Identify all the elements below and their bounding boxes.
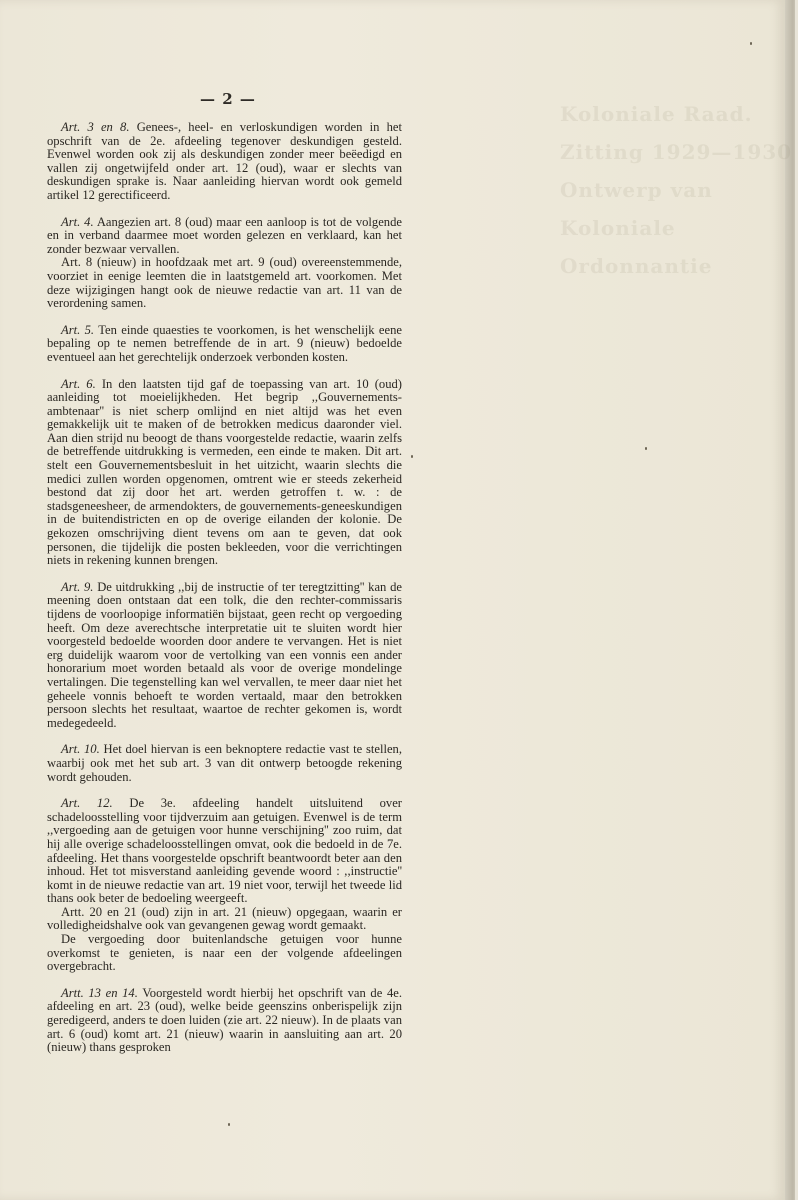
ghost-line: Koloniale Raad. <box>560 102 753 126</box>
paragraph-text: Het doel hiervan is een beknoptere redactie vast te stellen, waarbij ook met het sub art. 3 van dit ontwerp betoogde rekening wordt gehouden. <box>47 742 402 784</box>
paragraph-art-5 <box>47 324 402 365</box>
ghost-line: Ontwerp van Koloniale <box>560 178 713 240</box>
paragraph-text: In den laatsten tijd gaf de toepassing van art. 10 (oud) aanleiding tot moeielijkheden. Het begrip ,,Gouvernements-ambtenaar'' is niet scherp omlijnd en niet altijd was het even gemakkelijk uit te maken of de betrokken medicus daaronder viel. Aan dien strijd nu beoogt de thans voorgestelde redactie, waarin zelfs de betreffende uitdrukking is vermeden, een einde te maken. Dit art. stelt een Gouvernementsbesluit in het uitzicht, waarin slechts die medici zullen worden opgenomen, omtrent wie er steeds zekerheid bestond dat zij door het art. werden getroffen t. w. : de stadsgeneesheer, de armendokters, de gouvernements-geneeskundigen in de buitendistricten en op de overige eilanden der kolonie. De gekozen omschrijving dient tevens om aan te geven, dat ook personen, die tijdelijk die posten bekleeden, voor die verrichtingen niets in rekening kunnen brengen. <box>47 376 402 568</box>
paragraph-text: Genees-, heel- en verloskundigen worden in het opschrift van de 2e. afdeeling tegenover deskundigen gesteld. Evenwel worden ook zij als deskundigen zonder meer beëedigd en vallen zij ongetwijfeld onder art. 12 (oud), waar er slechts van deskundigen sprake is. Naar aanleiding hiervan wordt ook gemeld artikel 12 gerectificeerd. <box>47 120 402 202</box>
paragraph-text: De uitdrukking ,,bij de instructie of ter teregtzitting'' kan de meening doen ontstaan dat een tolk, die den rechter-commissaris tijdens de voorloopige informatiën bijstaat, geen recht op vergoeding heeft. Om deze averechtsche interpretatie uit te sluiten wordt hier voorgesteld bedoelde woorden door andere te vervangen. Het is niet erg duidelijk waarom voor de vertolking van een vonnis een ander honorarium moet worden betaald als voor de overige mondelinge vertalingen. Die tegenstelling kan wel vervallen, te meer daar niet het geheele vonnis behoeft te worden vertaald, maar den betrokken persoon slechts het resultaat, waartoe de rechter gekomen is, wordt medegedeeld. <box>47 579 402 730</box>
paragraph-art-6 <box>47 378 402 568</box>
paper-speck <box>228 1123 230 1126</box>
ghost-line: Zitting 1929—1930 <box>560 140 793 164</box>
paper-speck <box>750 42 752 45</box>
paper-speck <box>411 455 413 458</box>
paragraph-text: De 3e. afdeeling handelt uitsluitend over schadeloosstelling voor tijdverzuim aan getuigen. Evenwel is de term ,,vergoeding aan de getuigen voor hunne verschijning'' zoo ruim, dat hij alle overige schadeloosstellingen omvat, ook die bedoeld in de 7e. afdeeling. Het thans voorgestelde opschrift beantwoordt beter aan den inhoud. Het tot misverstand aanleiding gevende woord : ,,instructie'' komt in de nieuwe redactie van art. 19 niet voor, terwijl het tweede lid thans ook beter de bedoeling weergeeft. <box>47 796 402 906</box>
article-reference: Art. 6. <box>61 376 96 391</box>
article-reference: Art. 4. <box>61 214 94 229</box>
bleed-through-text <box>560 95 798 295</box>
paragraph-art-3-8 <box>47 121 402 203</box>
paper-speck <box>645 447 647 450</box>
paragraph-art-10 <box>47 743 402 784</box>
article-reference: Art. 10. <box>61 742 100 757</box>
article-reference: Art. 3 en 8. <box>61 120 130 134</box>
paragraph-art-12 <box>47 797 402 974</box>
article-reference: Art. 9. <box>61 579 94 594</box>
page-number: — 2 — <box>200 90 256 108</box>
paragraph-text: De vergoeding door buitenlandsche getuigen voor hunne overkomst te genieten, is naar een der volgende afdeelingen overgebracht. <box>47 932 402 974</box>
article-reference: Art. 5. <box>61 322 95 337</box>
paragraph-art-4 <box>47 216 402 311</box>
paragraph-text: Voorgesteld wordt hierbij het opschrift van de 4e. afdeeling en art. 23 (oud), welke beide geenszins onberispelijk zijn geredigeerd, anders te doen luiden (zie art. 22 nieuw). In de plaats van art. 6 (oud) komt art. 21 (nieuw) waarin in aansluiting aan art. 20 (nieuw) thans gesproken <box>47 985 402 1055</box>
paragraph-text: Ten einde quaesties te voorkomen, is het wenschelijk eene bepaling op te nemen betreffende de in art. 9 (nieuw) bedoelde eventueel aan het gerechtelijk onderzoek verbonden kosten. <box>47 322 402 364</box>
paragraph-text: Artt. 20 en 21 (oud) zijn in art. 21 (nieuw) opgegaan, waarin er volledigheidshalve ook van gevangenen gewag wordt gemaakt. <box>47 904 402 933</box>
paragraph-text: Aangezien art. 8 (oud) maar een aanloop is tot de volgende en in verband daarmee moet worden gelezen en verklaard, kan het zonder bezwaar vervallen. <box>47 214 402 256</box>
ghost-line: Ordonnantie <box>560 254 713 278</box>
paragraph-art-9 <box>47 581 402 731</box>
article-reference: Artt. 13 en 14. <box>61 985 138 1000</box>
paragraph-art-13-14 <box>47 987 402 1055</box>
document-body <box>47 121 402 1068</box>
article-reference: Art. 12. <box>61 796 113 811</box>
paragraph-text: Art. 8 (nieuw) in hoofdzaak met art. 9 (oud) overeenstemmende, voorziet in eenige leemten die in laatstgemeld art. voorkomen. Met deze wijzigingen hangt ook de nieuwe redactie van art. 11 van de verordening samen. <box>47 255 402 311</box>
